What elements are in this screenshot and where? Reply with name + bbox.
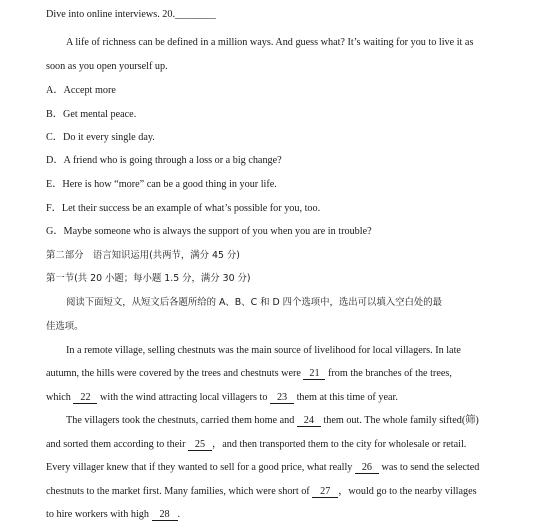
cloze-text: was to send the selected	[381, 462, 480, 473]
blank-26: 26	[355, 462, 379, 474]
blank-25: 25	[188, 439, 212, 451]
question-20-blank: ________	[175, 9, 216, 20]
blank-27: 27	[312, 486, 338, 498]
option-c: C．Do it every single day.	[46, 132, 155, 143]
option-b: B．Get mental peace.	[46, 109, 137, 120]
cloze-text: with the wind attracting local villagers to	[100, 392, 268, 403]
cloze-text: them at this time of year.	[296, 392, 398, 403]
cloze-text: ，and then transported them to the city for wholesale or retail.	[212, 439, 467, 450]
passage-closing-line-1: A life of richness can be defined in a million ways. And guess what? It’s waiting for you to live it as	[66, 37, 474, 48]
option-e: E．Here is how “more” can be a good thing in your life.	[46, 179, 277, 190]
cloze-p2-line-3	[46, 461, 479, 475]
option-a: A．Accept more	[46, 85, 116, 96]
cloze-p2-line-5	[46, 508, 180, 522]
blank-28: 28	[152, 509, 178, 521]
blank-24: 24	[297, 415, 321, 427]
cloze-text: The villagers took the chestnuts, carried them home and	[66, 415, 295, 426]
section-two-subsection: 第一节(共 20 小题；每小题 1.5 分，满分 30 分)	[46, 273, 251, 284]
blank-21: 21	[303, 368, 325, 380]
option-f: F．Let their success be an example of what’s possible for you, too.	[46, 203, 321, 214]
cloze-p1-line-2	[46, 367, 452, 381]
passage-closing-line-2: soon as you open yourself up.	[46, 61, 168, 72]
question-20-text: Dive into online interviews. 20.	[46, 9, 176, 20]
cloze-p2-line-2	[46, 438, 466, 452]
cloze-text: them out. The whole family sifted(筛)	[323, 415, 479, 426]
blank-23: 23	[270, 392, 294, 404]
cloze-text: to hire workers with high	[46, 509, 149, 520]
cloze-text: Every villager knew that if they wanted to sell for a good price, what really	[46, 462, 353, 473]
cloze-text: from the branches of the trees,	[327, 368, 452, 379]
cloze-p1-line-3	[46, 391, 398, 405]
cloze-text: autumn, the hills were covered by the trees and chestnuts were	[46, 368, 301, 379]
cloze-text: .	[177, 509, 181, 520]
cloze-text: and sorted them according to their	[46, 439, 186, 450]
instruction-line-1: 阅读下面短文，从短文后各题所给的 A、B、C 和 D 四个选项中，选出可以填入空白处的最	[66, 297, 443, 308]
section-two-title: 第二部分 语言知识运用(共两节，满分 45 分)	[46, 250, 240, 261]
cloze-p2-line-1	[66, 414, 479, 428]
cloze-p2-line-4	[46, 485, 477, 499]
cloze-p1-line-1: In a remote village, selling chestnuts was the main source of livelihood for local villagers. In late	[66, 345, 461, 356]
question-20-line	[46, 8, 216, 22]
option-g: G．Maybe someone who is always the support of you when you are in trouble?	[46, 226, 372, 237]
cloze-text: which	[46, 392, 71, 403]
cloze-text: ，would go to the nearby villages	[338, 486, 477, 497]
blank-22: 22	[73, 392, 97, 404]
option-d: D．A friend who is going through a loss or a big change?	[46, 155, 282, 166]
instruction-line-2: 佳选项。	[46, 321, 84, 332]
cloze-text: chestnuts to the market first. Many families, which were short of	[46, 486, 310, 497]
